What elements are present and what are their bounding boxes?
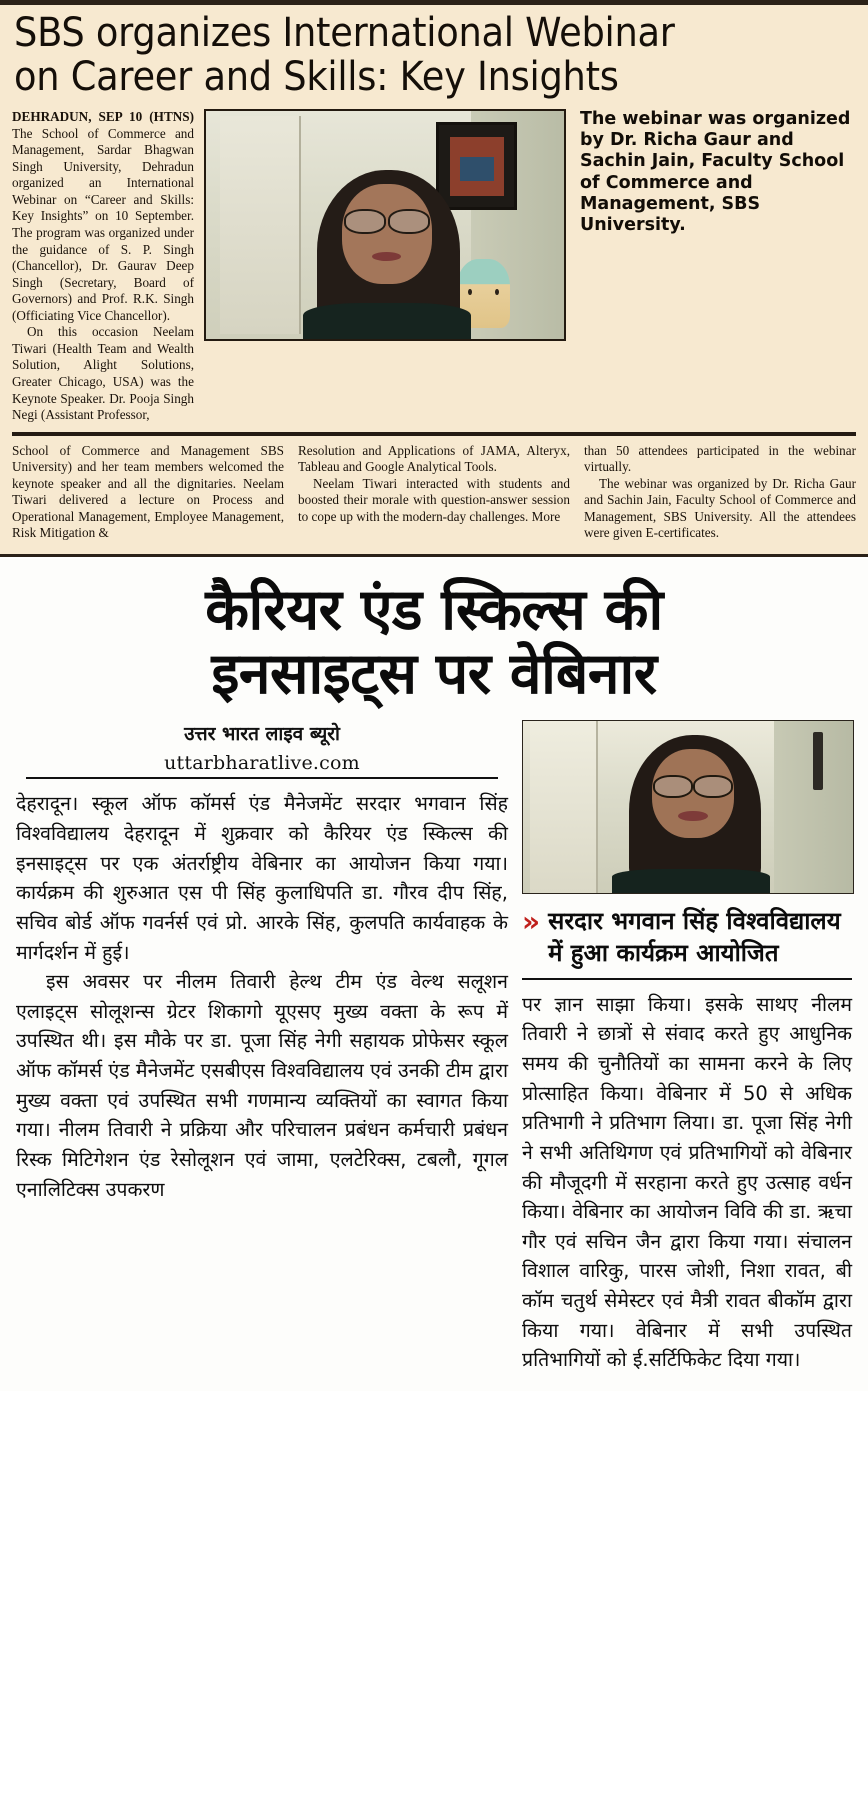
english-headline-block: [0, 5, 868, 101]
hindi-website[interactable]: uttarbharatlive.com: [26, 752, 498, 779]
hindi-photo-rod: [813, 732, 823, 790]
hindi-photo-person-glasses: [653, 775, 732, 794]
lead-paragraph: [12, 109, 194, 324]
hindi-paragraph-right: पर ज्ञान साझा किया। इसके साथए नीलम तिवारी ने छात्रों से संवाद करते हुए आधुनिक समय की चुनौतियों का सामना करने के लिए प्रोत्साहित किया। वेबिनार में 50 से अधिक प्रतिभागी ने प्रतिभाग लिया। डा. पूजा सिंह नेगी ने सभी अतिथिगण एवं प्रतिभागियों को वेबिनार की मौजूदगी में सरहाना करते हुए उत्साह वर्धन किया। वेबिनार का आयोजन विवि की डा. ऋचा गौर एवं सचिन जैन द्वारा किया गया। संचालन विशाल वारिकु, पारस जोशी, निशा रावत, बी कॉम चतुर्थ सेमेस्टर एवं मैत्री रावत बीकॉम द्वारा किया गया। वेबिनार में सभी उपस्थित प्रतिभागियों को ई.सर्टिफिकेट दिया गया।: [522, 992, 852, 1372]
english-column-2: [298, 443, 570, 542]
column-2-text-2: Neelam Tiwari interacted with students and boosted their morale with question-answer session to cope up with the modern-day challenges. More: [298, 475, 570, 524]
hindi-callout-text: सरदार भगवान सिंह विश्वविद्यालय में हुआ कार्यक्रम आयोजित: [548, 907, 841, 968]
hindi-headline-line-2: इनसाइट्स पर वेबिनार: [211, 640, 657, 707]
hindi-paragraph-2: इस अवसर पर नीलम तिवारी हेल्थ टीम एंड वेल्थ सलूशन एलाइट्स सोलूशन्स ग्रेटर शिकागो यूएसए मुख्य वक्ता के रूप में उपस्थित थी। इस मौके पर डा. पूजा सिंह नेगी सहायक प्रोफेसर स्कूल ऑफ कॉमर्स एंड मैनेजमेंट एसबीएस विश्वविद्यालय एवं उनकी टीम द्वारा मुख्य वक्ता एवं उपस्थित सभी गणमान्य व्यक्तियों का स्वागत किया गया। नीलम तिवारी ने प्रक्रिया और परिचालन प्रबंधन कर्मचारी प्रबंधन रिस्क मिटिगेशन एंड रेसोलूशन एवं जामा, एलटेरिक्स, टबलौ, गूगल एनालिटिक्स उपकरण: [16, 970, 508, 1201]
headline-line-1: SBS organizes International Webinar: [14, 10, 675, 56]
english-top-row: [0, 101, 868, 424]
lead-paragraph-2: On this occasion Neelam Tiwari (Health Team and Wealth Solution, Alight Solutions, Greater Chicago, USA) was the Keynote Speaker. Dr. Pooja Singh Negi (Assistant Professor,: [12, 324, 194, 423]
webinar-speaker-photo: [204, 109, 566, 341]
english-column-1-continued: [12, 443, 284, 542]
hindi-photo-person-lips: [678, 811, 708, 821]
photo-wall-frame: [436, 122, 517, 210]
english-lead-column: [12, 109, 194, 424]
hindi-body-text-left: [16, 789, 508, 1204]
dateline: DEHRADUN, SEP 10 (HTNS): [12, 109, 194, 124]
headline-line-2: on Career and Skills: Key Insights: [14, 54, 619, 100]
photo-person-glasses: [344, 209, 430, 230]
column-2-text: Resolution and Applications of JAMA, Alteryx, Tableau and Google Analytical Tools.: [298, 442, 570, 475]
column-1-text: School of Commerce and Management SBS University) and her team members welcomed the keynote speaker and all the dignitaries. Neelam Tiwari delivered a lecture on Process and Operational Management, Employee Management, Risk Mitigation &: [12, 442, 284, 541]
hindi-webinar-speaker-photo: [522, 720, 854, 894]
lead-rest: The School of Commerce and Management, Sardar Bhagwan Singh University, Dehradun organized an International Webinar on “Career and Skills: Key Insights” on 10 September. The program was organized under the guidance of S. P. Singh (Chancellor), Dr. Gaurav Deep Singh (Secretary, Board of Governors) and Prof. R.K. Singh (Officiating Vice Chancellor).: [12, 125, 194, 323]
hindi-body-text-right: [522, 990, 852, 1375]
photo-person-face: [342, 184, 432, 284]
english-column-3: [584, 443, 856, 542]
english-article-clipping: [0, 0, 868, 557]
hindi-right-column: [522, 720, 852, 1374]
hindi-left-column: [16, 720, 508, 1204]
english-body-columns: [0, 436, 868, 550]
hindi-headline-line-1: कैरियर एंड स्किल्स की: [205, 576, 663, 643]
column-3-text-2: The webinar was organized by Dr. Richa Gaur and Sachin Jain, Faculty School of Commerce and Management, SBS University. All the attendees were given E-certificates.: [584, 475, 856, 541]
hindi-callout: [522, 906, 852, 969]
column-3-text: than 50 attendees participated in the webinar virtually.: [584, 442, 856, 475]
hindi-byline: उत्तर भारत लाइव ब्यूरो: [184, 723, 340, 746]
page-title: [14, 11, 787, 99]
hindi-paragraph-1: देहरादून। स्कूल ऑफ कॉमर्स एंड मैनेजमेंट सरदार भगवान सिंह विश्वविद्यालय देहरादून में शुक्रवार को कैरियर एंड स्किल्स की इनसाइट्स पर एक अंतर्राष्ट्रीय वेबिनार का आयोजन किया गया। कार्यक्रम की शुरुआत एस पी सिंह कुलाधिपति डा. गौरव दीप सिंह, सचिव बोर्ड ऑफ गवर्नर्स एवं प्रो. आरके सिंह, कुलपति कार्यवाहक के मार्गदर्शन में हुई।: [16, 792, 508, 964]
hindi-article-clipping: [0, 557, 868, 1391]
hindi-page-title: [16, 576, 852, 707]
double-chevron-right-icon: »: [522, 905, 541, 939]
hindi-photo-person-body: [612, 869, 770, 893]
photo-person-body: [303, 303, 471, 339]
photo-door: [220, 116, 301, 335]
hindi-callout-rule: [522, 978, 852, 980]
hindi-photo-door: [530, 721, 598, 893]
photo-caption: The webinar was organized by Dr. Richa Gaur and Sachin Jain, Faculty School of Commerce and Management, SBS University.: [580, 109, 851, 235]
hindi-top-row: [16, 720, 852, 1374]
